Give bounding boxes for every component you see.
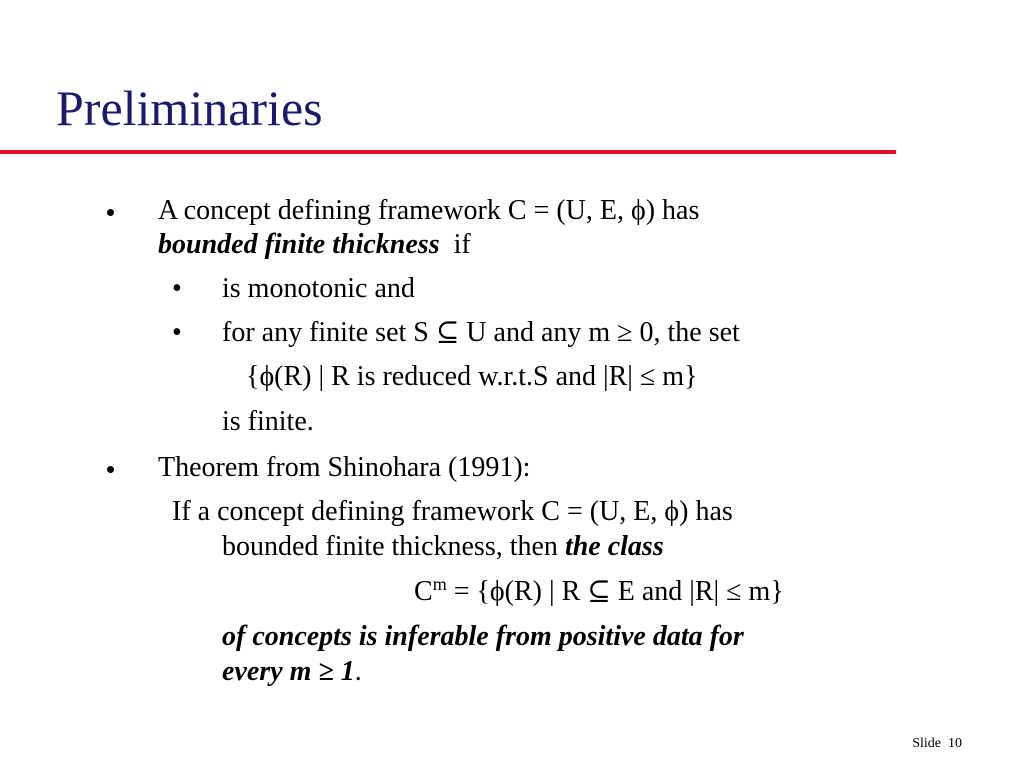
the-class-term: the class <box>564 531 664 562</box>
period: . <box>354 656 362 687</box>
set-expression: {ϕ(R) | R is reduced w.r.t.S and |R| ≤ m} <box>246 361 698 392</box>
sub-bullet-symbol: • <box>172 317 182 348</box>
cm-superscript: m <box>432 574 447 594</box>
sub-bullet-symbol: • <box>172 273 182 304</box>
theorem-line2-plain: bounded finite thickness, then <box>222 531 565 562</box>
bounded-finite-thickness-term: bounded finite thickness <box>158 229 440 260</box>
slide-number-footer <box>912 736 962 752</box>
theorem-conclusion-line1: of concepts is inferable from positive data for <box>222 621 744 652</box>
slide-label: Slide <box>912 736 941 751</box>
bullet1-line1: A concept defining framework C = (U, E, ϕ) has <box>158 195 700 226</box>
sub-bullet2-text: for any finite set S ⊆ U and any m ≥ 0, the set <box>222 317 740 348</box>
theorem-line2 <box>222 530 664 564</box>
cm-base: C <box>414 576 433 607</box>
bullet1-if: if <box>439 229 471 260</box>
bullet1-line2 <box>158 228 471 262</box>
bullet-dot <box>107 209 114 216</box>
bullet-dot <box>107 466 114 473</box>
slide-number: 10 <box>948 736 962 751</box>
sub-bullet1-text: is monotonic and <box>222 273 415 304</box>
cm-rest: = {ϕ(R) | R ⊆ E and |R| ≤ m} <box>446 576 784 607</box>
bullet2-text: Theorem from Shinohara (1991): <box>158 452 531 483</box>
cm-definition <box>414 575 784 609</box>
every-m-term: every m ≥ 1 <box>222 656 355 687</box>
slide-title: Preliminaries <box>56 80 323 136</box>
theorem-conclusion-line2 <box>222 655 362 689</box>
theorem-line1: If a concept defining framework C = (U, E, ϕ) has <box>172 496 733 527</box>
is-finite-text: is finite. <box>222 406 314 437</box>
title-underline <box>0 150 896 154</box>
